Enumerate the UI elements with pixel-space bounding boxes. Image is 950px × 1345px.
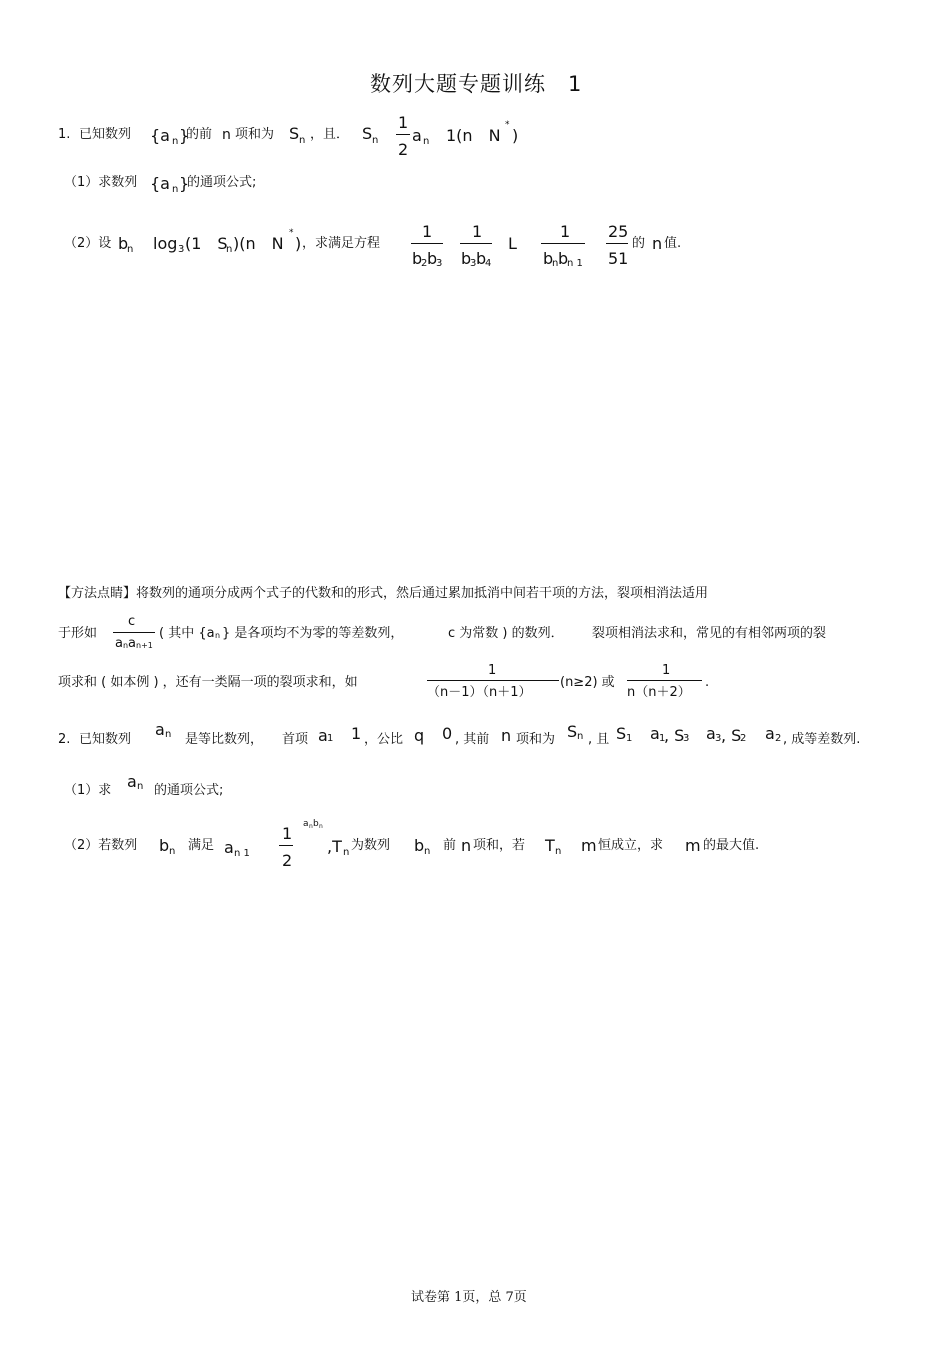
part-2-mid: 项和，若 bbox=[473, 838, 526, 853]
fraction-bar bbox=[396, 134, 410, 135]
subscript-n: n bbox=[127, 244, 134, 255]
exponent-b: b bbox=[313, 819, 319, 829]
stem-text: 的前 bbox=[186, 127, 213, 142]
stem-text: 已知数列 bbox=[79, 127, 132, 142]
subscript-n: n bbox=[577, 731, 584, 742]
part-2-mid: ，求满足方程 bbox=[302, 236, 381, 251]
part-1-label: （1）求数列 bbox=[64, 175, 138, 190]
frac-numerator: 1 bbox=[398, 113, 409, 132]
var-b: b bbox=[159, 836, 170, 855]
page-footer: 试卷第 1页，总 7页 bbox=[411, 1290, 527, 1305]
comma-S: , S bbox=[721, 726, 742, 745]
frac-den-b: b bbox=[543, 249, 554, 268]
subscript-n-plus-1: n 1 bbox=[234, 848, 250, 859]
stem-text: , 成等差数列. bbox=[783, 732, 861, 747]
var-S: S bbox=[567, 722, 578, 741]
log-arg-2: )(n N bbox=[233, 234, 284, 253]
subscript-1: 1 bbox=[626, 733, 633, 744]
stem-text: 项和为 bbox=[235, 127, 275, 142]
frac-denominator: n（n＋2） bbox=[627, 685, 691, 700]
subscript-n: n bbox=[424, 846, 431, 857]
method-text: 裂项相消法求和，常见的有相邻两项的裂 bbox=[592, 626, 827, 641]
frac-den-sub: n+1 bbox=[136, 641, 153, 650]
log: log bbox=[153, 234, 178, 253]
subscript-n: n bbox=[299, 135, 306, 146]
fraction-bar bbox=[460, 243, 492, 244]
method-line-1: 【方法点睛】将数列的通项分成两个式子的代数和的形式，然后通过累加抵消中间若干项的方法，裂项相消法适用 bbox=[58, 586, 709, 601]
value-0: 0 bbox=[442, 724, 453, 743]
frac-den-sub: 2 bbox=[421, 258, 428, 269]
question-number: 2. bbox=[58, 732, 71, 747]
var-a: a bbox=[412, 126, 422, 145]
exponent-sub: n bbox=[309, 823, 313, 830]
superscript-star: * bbox=[505, 120, 510, 130]
stem-text: ，公比 bbox=[364, 732, 404, 747]
seq-close: } bbox=[179, 174, 190, 193]
frac-numerator: 1 bbox=[472, 222, 483, 241]
part-1-tail: 的通项公式; bbox=[187, 175, 257, 190]
fraction-bar bbox=[627, 680, 702, 681]
frac-denominator: 51 bbox=[608, 249, 629, 268]
fraction-bar bbox=[427, 680, 559, 681]
subscript-n: n bbox=[343, 847, 350, 858]
part-1-label: （1）求 bbox=[64, 783, 112, 798]
subscript-2: 2 bbox=[740, 733, 747, 744]
var-b: b bbox=[414, 836, 425, 855]
subscript-n: n bbox=[172, 136, 179, 147]
paren: ) bbox=[512, 126, 519, 145]
seq-close: } bbox=[179, 126, 190, 145]
subscript-2: 2 bbox=[775, 733, 782, 744]
var-a: a bbox=[650, 724, 660, 743]
var-T: T bbox=[545, 836, 555, 855]
part-2-mid: 前 bbox=[443, 838, 457, 853]
var-S: S bbox=[616, 724, 627, 743]
frac-den-sub: n bbox=[123, 641, 129, 650]
fraction-bar bbox=[113, 632, 155, 633]
method-text: 于形如 bbox=[58, 626, 98, 641]
frac-den-sub: 3 bbox=[470, 258, 477, 269]
subscript-n: n bbox=[226, 244, 233, 255]
frac-den-b: b bbox=[412, 249, 423, 268]
subscript-n: n bbox=[169, 846, 176, 857]
comma-T: ,T bbox=[327, 837, 342, 856]
part-2-mid: 恒成立，求 bbox=[598, 838, 664, 853]
stem-text: 已知数列 bbox=[79, 732, 132, 747]
frac-den-b: b bbox=[476, 249, 487, 268]
page-title: 数列大题专题训练 1 bbox=[370, 72, 583, 96]
var-q: q bbox=[414, 726, 425, 745]
var-n: n bbox=[652, 234, 663, 253]
log-base: 3 bbox=[178, 244, 185, 255]
superscript-star: * bbox=[289, 228, 294, 238]
method-text: } 是各项均不为零的等差数列， bbox=[222, 626, 404, 641]
subscript-1: 1 bbox=[327, 733, 334, 744]
method-text: c 为常数 ) 的数列． bbox=[448, 626, 564, 641]
var-S: S bbox=[362, 124, 373, 143]
stem-text: 是等比数列， bbox=[185, 732, 264, 747]
ellipsis: L bbox=[508, 234, 517, 253]
seq-a: {a bbox=[150, 174, 170, 193]
frac-denominator: 2 bbox=[398, 140, 409, 159]
exponent-a: a bbox=[303, 819, 309, 829]
var-a: a bbox=[765, 724, 775, 743]
part-2-label: （2）若数列 bbox=[64, 838, 138, 853]
subscript-1: 1 bbox=[659, 733, 666, 744]
frac-den-b: b bbox=[461, 249, 472, 268]
frac-numerator: 1 bbox=[488, 663, 497, 678]
log-arg: (1 S bbox=[185, 234, 228, 253]
part-2-label: （2）设 bbox=[64, 236, 112, 251]
subscript-n: n bbox=[555, 846, 562, 857]
var-m: m bbox=[581, 836, 597, 855]
part-1-tail: 的通项公式; bbox=[154, 783, 224, 798]
subscript-3: 3 bbox=[683, 733, 690, 744]
question-number: 1. bbox=[58, 127, 71, 142]
var-S: S bbox=[289, 124, 300, 143]
stem-text: 项和为 bbox=[516, 732, 556, 747]
subscript-n: n bbox=[172, 184, 179, 195]
var-a: a bbox=[155, 720, 165, 739]
frac-den-b: b bbox=[427, 249, 438, 268]
comma-S: , S bbox=[664, 726, 685, 745]
frac-denominator: （n－1）（n＋1） bbox=[427, 685, 532, 700]
var-a: a bbox=[224, 838, 234, 857]
var-m: m bbox=[685, 836, 701, 855]
frac-den-sub: n 1 bbox=[567, 258, 583, 269]
fraction-bar bbox=[541, 243, 585, 244]
var-a: a bbox=[318, 726, 328, 745]
stem-text: , 其前 bbox=[455, 732, 490, 747]
subscript-n: n bbox=[137, 781, 144, 792]
frac-den-a: a bbox=[128, 636, 136, 651]
frac-den-a: a bbox=[115, 636, 123, 651]
var-n: n bbox=[461, 836, 472, 855]
fraction-bar bbox=[279, 845, 293, 846]
frac-numerator: 1 bbox=[560, 222, 571, 241]
stem-text: ，且． bbox=[310, 127, 350, 142]
stem-text: 首项 bbox=[282, 732, 309, 747]
frac-numerator: 1 bbox=[662, 663, 671, 678]
seq-a: {a bbox=[150, 126, 170, 145]
frac-den-b: b bbox=[558, 249, 569, 268]
var-n: n bbox=[501, 726, 512, 745]
method-text: (n≥2) 或 bbox=[560, 675, 615, 690]
subscript-n: n bbox=[165, 729, 172, 740]
exponent-sub: n bbox=[319, 823, 323, 830]
frac-numerator: 25 bbox=[608, 222, 629, 241]
method-text: 项求和 ( 如本例 ) ，还有一类隔一项的裂项求和，如 bbox=[58, 675, 358, 690]
stem-text: , 且 bbox=[588, 732, 610, 747]
condition: 1(n N bbox=[446, 126, 501, 145]
paren: ) bbox=[295, 234, 302, 253]
subscript-3: 3 bbox=[715, 733, 722, 744]
part-2-tail: 值. bbox=[664, 236, 682, 251]
var-b: b bbox=[118, 234, 129, 253]
part-2-mid: 满足 bbox=[188, 838, 215, 853]
part-2-mid: 为数列 bbox=[351, 838, 391, 853]
subscript-n: n bbox=[423, 136, 430, 147]
frac-numerator: 1 bbox=[422, 222, 433, 241]
frac-numerator: c bbox=[128, 614, 136, 629]
part-2-tail: 的 bbox=[632, 236, 646, 251]
frac-den-sub: 4 bbox=[485, 258, 492, 269]
value-1: 1 bbox=[351, 724, 362, 743]
fraction-bar bbox=[606, 243, 628, 244]
method-text: . bbox=[705, 675, 710, 690]
frac-denominator: 2 bbox=[282, 851, 293, 870]
var-a: a bbox=[127, 772, 137, 791]
frac-den-sub: 3 bbox=[436, 258, 443, 269]
method-text: ( 其中 {a bbox=[159, 626, 215, 641]
subscript-n: n bbox=[372, 135, 379, 146]
frac-numerator: 1 bbox=[282, 824, 293, 843]
subscript-n: n bbox=[215, 631, 221, 640]
fraction-bar bbox=[411, 243, 443, 244]
frac-den-sub: n bbox=[552, 258, 559, 269]
part-2-tail: 的最大值. bbox=[703, 838, 760, 853]
var-n: n bbox=[222, 127, 231, 143]
var-a: a bbox=[706, 724, 716, 743]
